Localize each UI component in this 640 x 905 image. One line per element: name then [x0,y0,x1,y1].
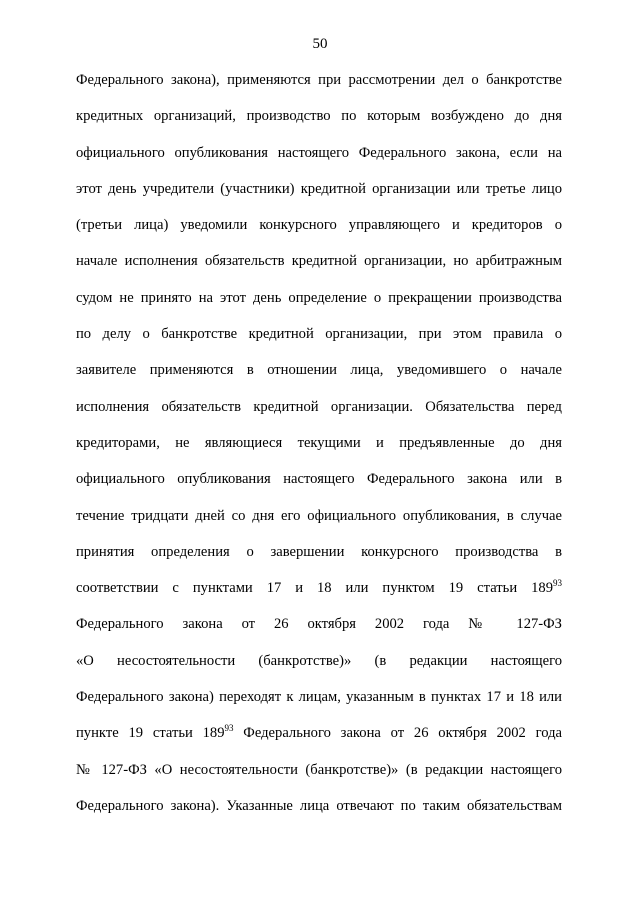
text-line-with-superscript [76,719,562,755]
text-line: начале исполнения обязательств кредитной организации, но арбитражным [76,253,562,270]
text-line: кредиторами, не являющиеся текущими и предъявленные до дня [76,434,562,451]
text-line: по делу о банкротстве кредитной организации, при этом правила о [76,326,562,343]
text-line: этот день учредители (участники) кредитной организации или третье лицо [76,180,562,197]
superscript: 93 [224,723,234,734]
text-segment: соответствии с пунктами 17 и 18 или пунктом 19 статьи 189 [76,580,553,597]
text-line: официального опубликования настоящего Федерального закона или в [76,471,562,488]
text-line: № 127-ФЗ «О несостоятельности (банкротстве)» (в редакции настоящего [76,761,562,778]
text-line: судом не принято на этот день определение о прекращении производства [76,289,562,306]
text-segment: Федерального закона от 26 октября 2002 года [233,725,563,742]
text-line: принятия определения о завершении конкурсного производства в [76,543,562,560]
text-line: Федерального закона от 26 октября 2002 года № 127-ФЗ [76,616,562,633]
body-text [76,66,562,828]
text-line: официального опубликования настоящего Федерального закона, если на [76,144,562,161]
text-line: Федерального закона), применяются при рассмотрении дел о банкротстве [76,72,562,88]
text-line-with-superscript [76,574,562,610]
text-line: заявителе применяются в отношении лица, уведомившего о начале [76,362,562,379]
text-segment: пункте 19 статьи 189 [76,725,225,742]
text-line: Федерального закона) переходят к лицам, указанным в пунктах 17 и 18 или [76,689,562,706]
text-line: (третьи лица) уведомили конкурсного управляющего и кредиторов о [76,217,562,234]
page-number: 50 [312,36,328,52]
superscript: 93 [553,578,562,589]
text-line: течение тридцати дней со дня его официального опубликования, в случае [76,507,562,524]
text-line: кредитных организаций, производство по которым возбуждено до дня [76,108,562,125]
text-line: Федерального закона). Указанные лица отвечают по таким обязательствам [76,797,562,814]
text-line: «О несостоятельности (банкротстве)» (в редакции настоящего [76,652,562,669]
text-line: исполнения обязательств кредитной организации. Обязательства перед [76,398,562,415]
